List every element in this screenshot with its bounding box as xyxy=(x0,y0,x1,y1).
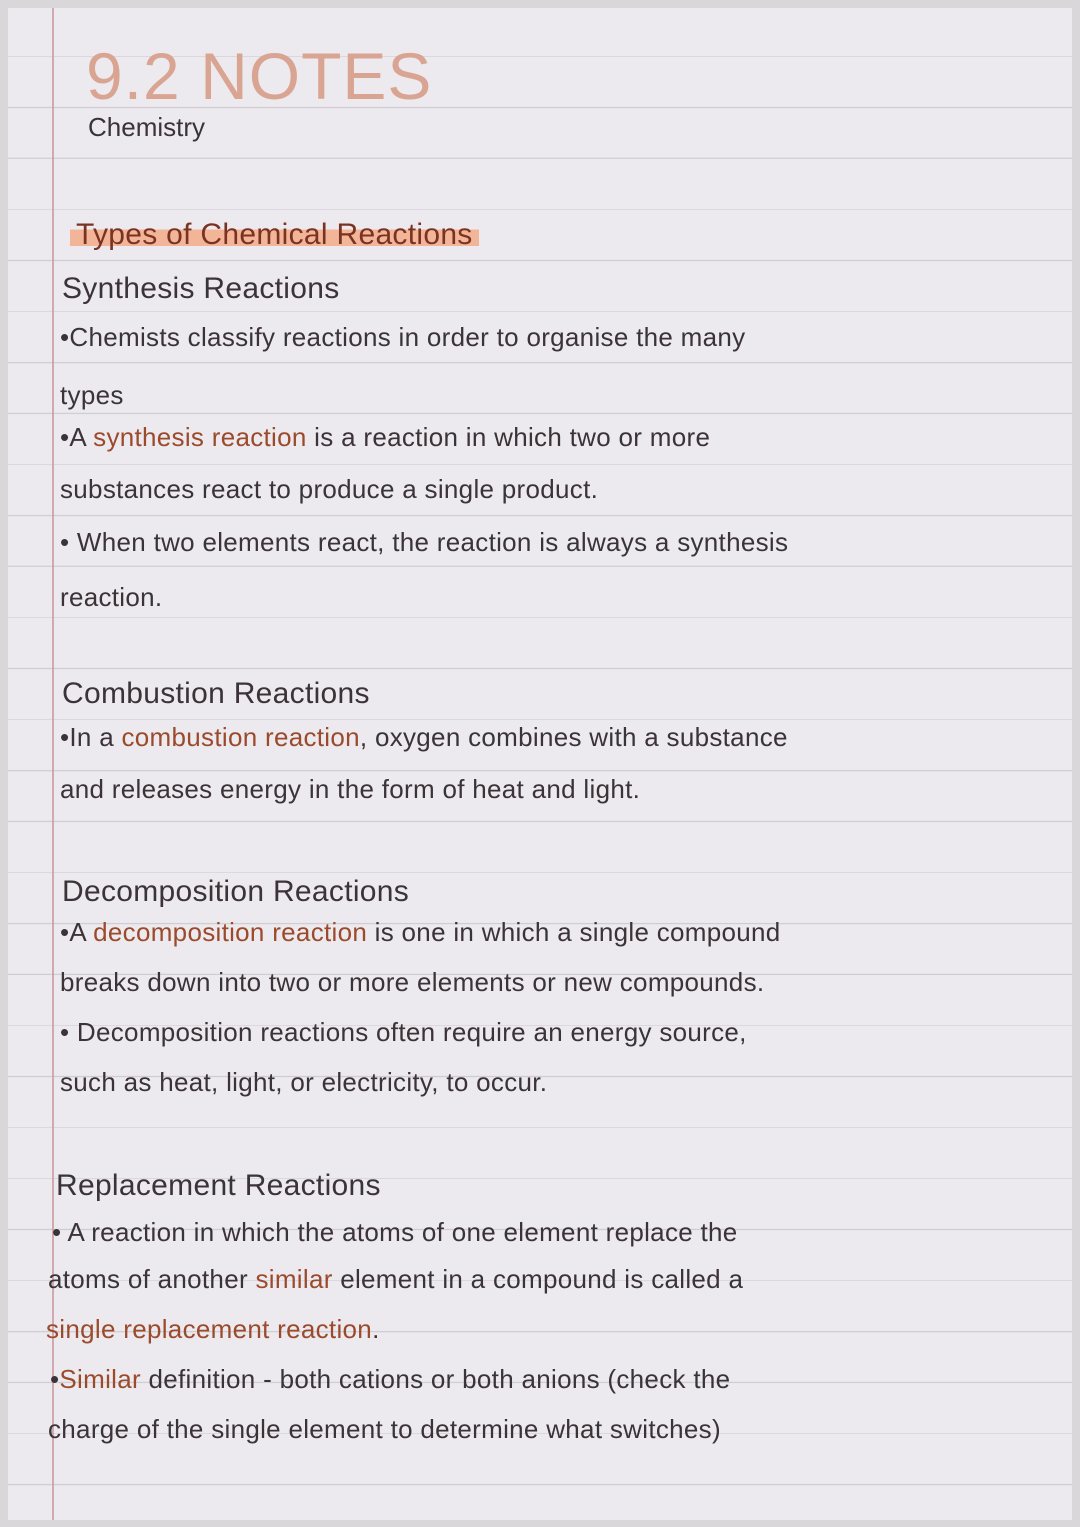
section-heading xyxy=(56,1169,381,1203)
text-segment: •In a xyxy=(60,722,122,752)
text-segment: • When two elements react, the reaction is always a synthesis xyxy=(60,527,789,557)
text-segment: definition - both cations or both anions (check the xyxy=(140,1364,731,1394)
note-line xyxy=(48,1264,743,1295)
note-line xyxy=(46,1314,380,1345)
note-line xyxy=(60,422,710,453)
note-line xyxy=(60,1067,547,1098)
text-segment: Decomposition Reactions xyxy=(62,875,410,908)
note-line xyxy=(60,967,764,998)
note-line xyxy=(52,1217,738,1248)
text-segment: • A reaction in which the atoms of one element replace the xyxy=(52,1217,738,1247)
highlighted-term: decomposition reaction xyxy=(93,917,368,947)
text-segment: and releases energy in the form of heat and light. xyxy=(60,774,641,804)
note-line xyxy=(60,722,788,753)
note-line xyxy=(60,1017,747,1048)
text-segment: atoms of another xyxy=(48,1264,256,1294)
text-segment: types xyxy=(60,380,124,410)
text-segment: is one in which a single compound xyxy=(367,917,781,947)
text-segment: . xyxy=(372,1314,380,1344)
text-segment: Combustion Reactions xyxy=(62,677,370,710)
subject-label: Chemistry xyxy=(88,112,206,142)
highlighted-term: Types of Chemical Reactions xyxy=(70,218,479,251)
text-segment: •Chemists classify reactions in order to organise the many xyxy=(60,322,746,352)
text-segment: such as heat, light, or electricity, to occur. xyxy=(60,1067,548,1097)
note-line xyxy=(60,582,162,613)
note-line xyxy=(60,774,640,805)
text-segment: is a reaction in which two or more xyxy=(306,422,711,452)
note-line xyxy=(50,1364,730,1395)
page-title: 9.2 NOTES xyxy=(86,39,433,113)
text-segment: •A xyxy=(60,422,94,452)
highlighted-term: synthesis reaction xyxy=(93,422,307,452)
text-segment: Replacement Reactions xyxy=(56,1169,381,1202)
note-line xyxy=(60,380,124,411)
text-segment: •A xyxy=(60,917,94,947)
highlighted-term: single replacement reaction xyxy=(46,1314,373,1344)
text-segment: breaks down into two or more elements or new compounds. xyxy=(60,967,765,997)
highlighted-term: Similar xyxy=(59,1364,141,1394)
text-segment: • xyxy=(50,1364,60,1394)
text-segment: substances react to produce a single product. xyxy=(60,474,599,504)
page-heading xyxy=(70,218,479,252)
note-line xyxy=(60,322,745,353)
text-segment: charge of the single element to determine what switches) xyxy=(48,1414,721,1444)
note-line xyxy=(60,474,598,505)
highlighted-term: combustion reaction xyxy=(121,722,360,752)
text-segment: Synthesis Reactions xyxy=(62,272,340,305)
text-segment: reaction. xyxy=(60,582,163,612)
note-line xyxy=(60,917,781,948)
text-segment: element in a compound is called a xyxy=(332,1264,744,1294)
text-segment: • Decomposition reactions often require an energy source, xyxy=(60,1017,747,1047)
section-heading xyxy=(62,677,370,711)
section-heading xyxy=(62,875,409,909)
highlighted-term: similar xyxy=(255,1264,333,1294)
note-line xyxy=(48,1414,721,1445)
section-heading xyxy=(62,272,340,306)
text-segment: , oxygen combines with a substance xyxy=(359,722,788,752)
note-line xyxy=(60,527,788,558)
